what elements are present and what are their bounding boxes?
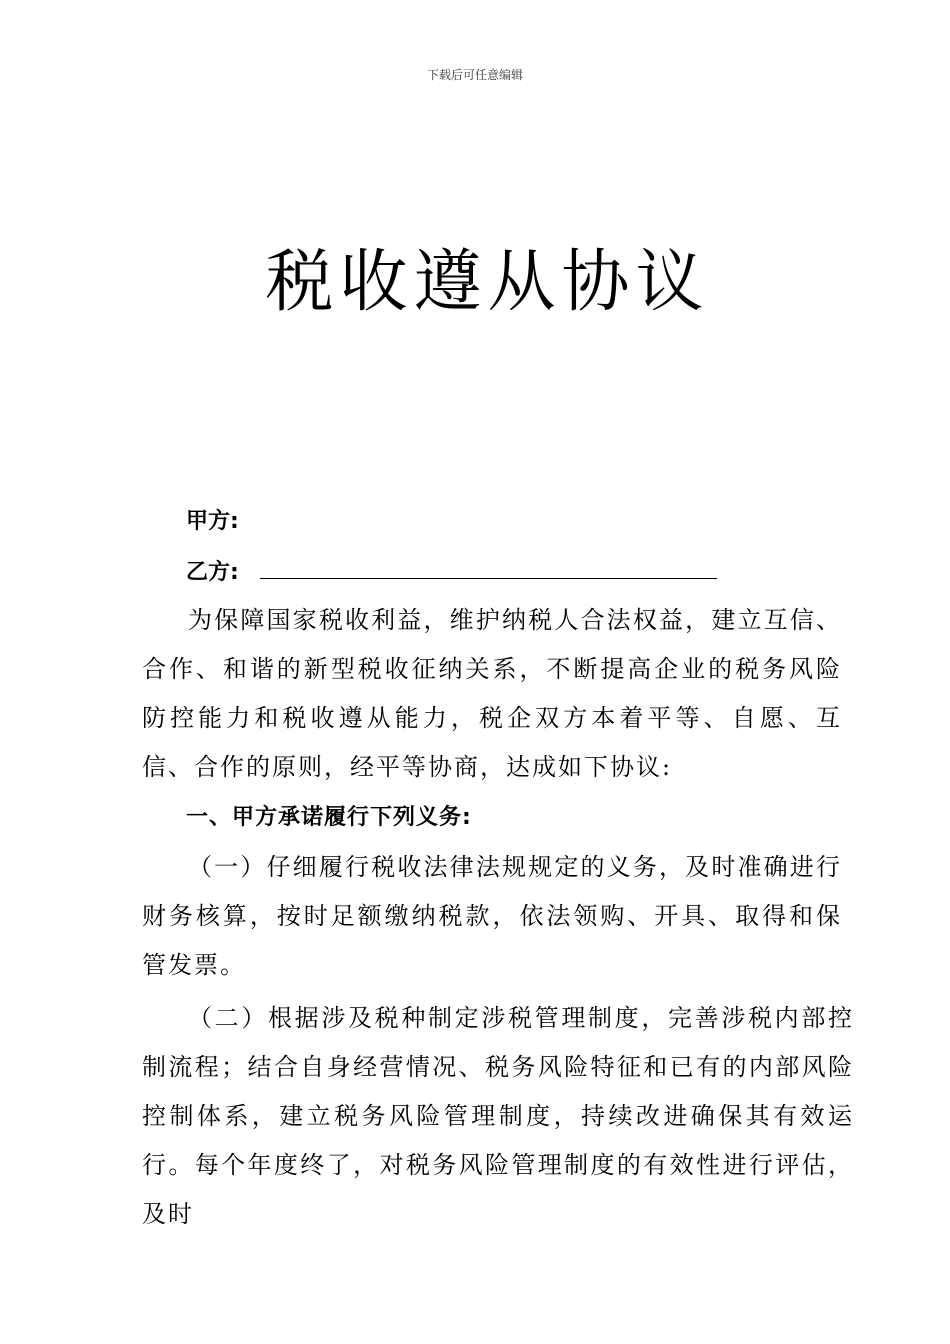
party-a-label: 甲方: — [186, 509, 239, 534]
intro-paragraph: 为保障国家税收利益，维护纳税人合法权益，建立互信、合作、和谐的新型税收征纳关系，不断提高企业的税务风险防控能力和税收遵从能力，税企双方本着平等、自愿、互信、合作的原则，经平等协商，达成如下协议: — [142, 606, 842, 781]
clause-2-paragraph: （二）根据涉及税种制定涉税管理制度，完善涉税内部控制流程；结合自身经营情况、税务风险特征和已有的内部风险控制体系，建立税务风险管理制度，持续改进确保其有效运行。每个年度终了，对税务风险管理制度的有效性进行评估，及时 — [142, 1004, 854, 1228]
section-1-heading: 一、甲方承诺履行下列义务: — [186, 805, 472, 830]
clause-1-paragraph: （一）仔细履行税收法律法规规定的义务，及时准确进行财务核算，按时足额缴纳税款，依法领购、开具、取得和保管发票。 — [142, 853, 842, 979]
document-title: 税收遵从协议 — [265, 243, 710, 322]
party-b-blank-line — [260, 578, 717, 579]
party-b-label: 乙方: — [186, 560, 239, 585]
header-note: 下载后可任意编辑 — [426, 68, 523, 82]
